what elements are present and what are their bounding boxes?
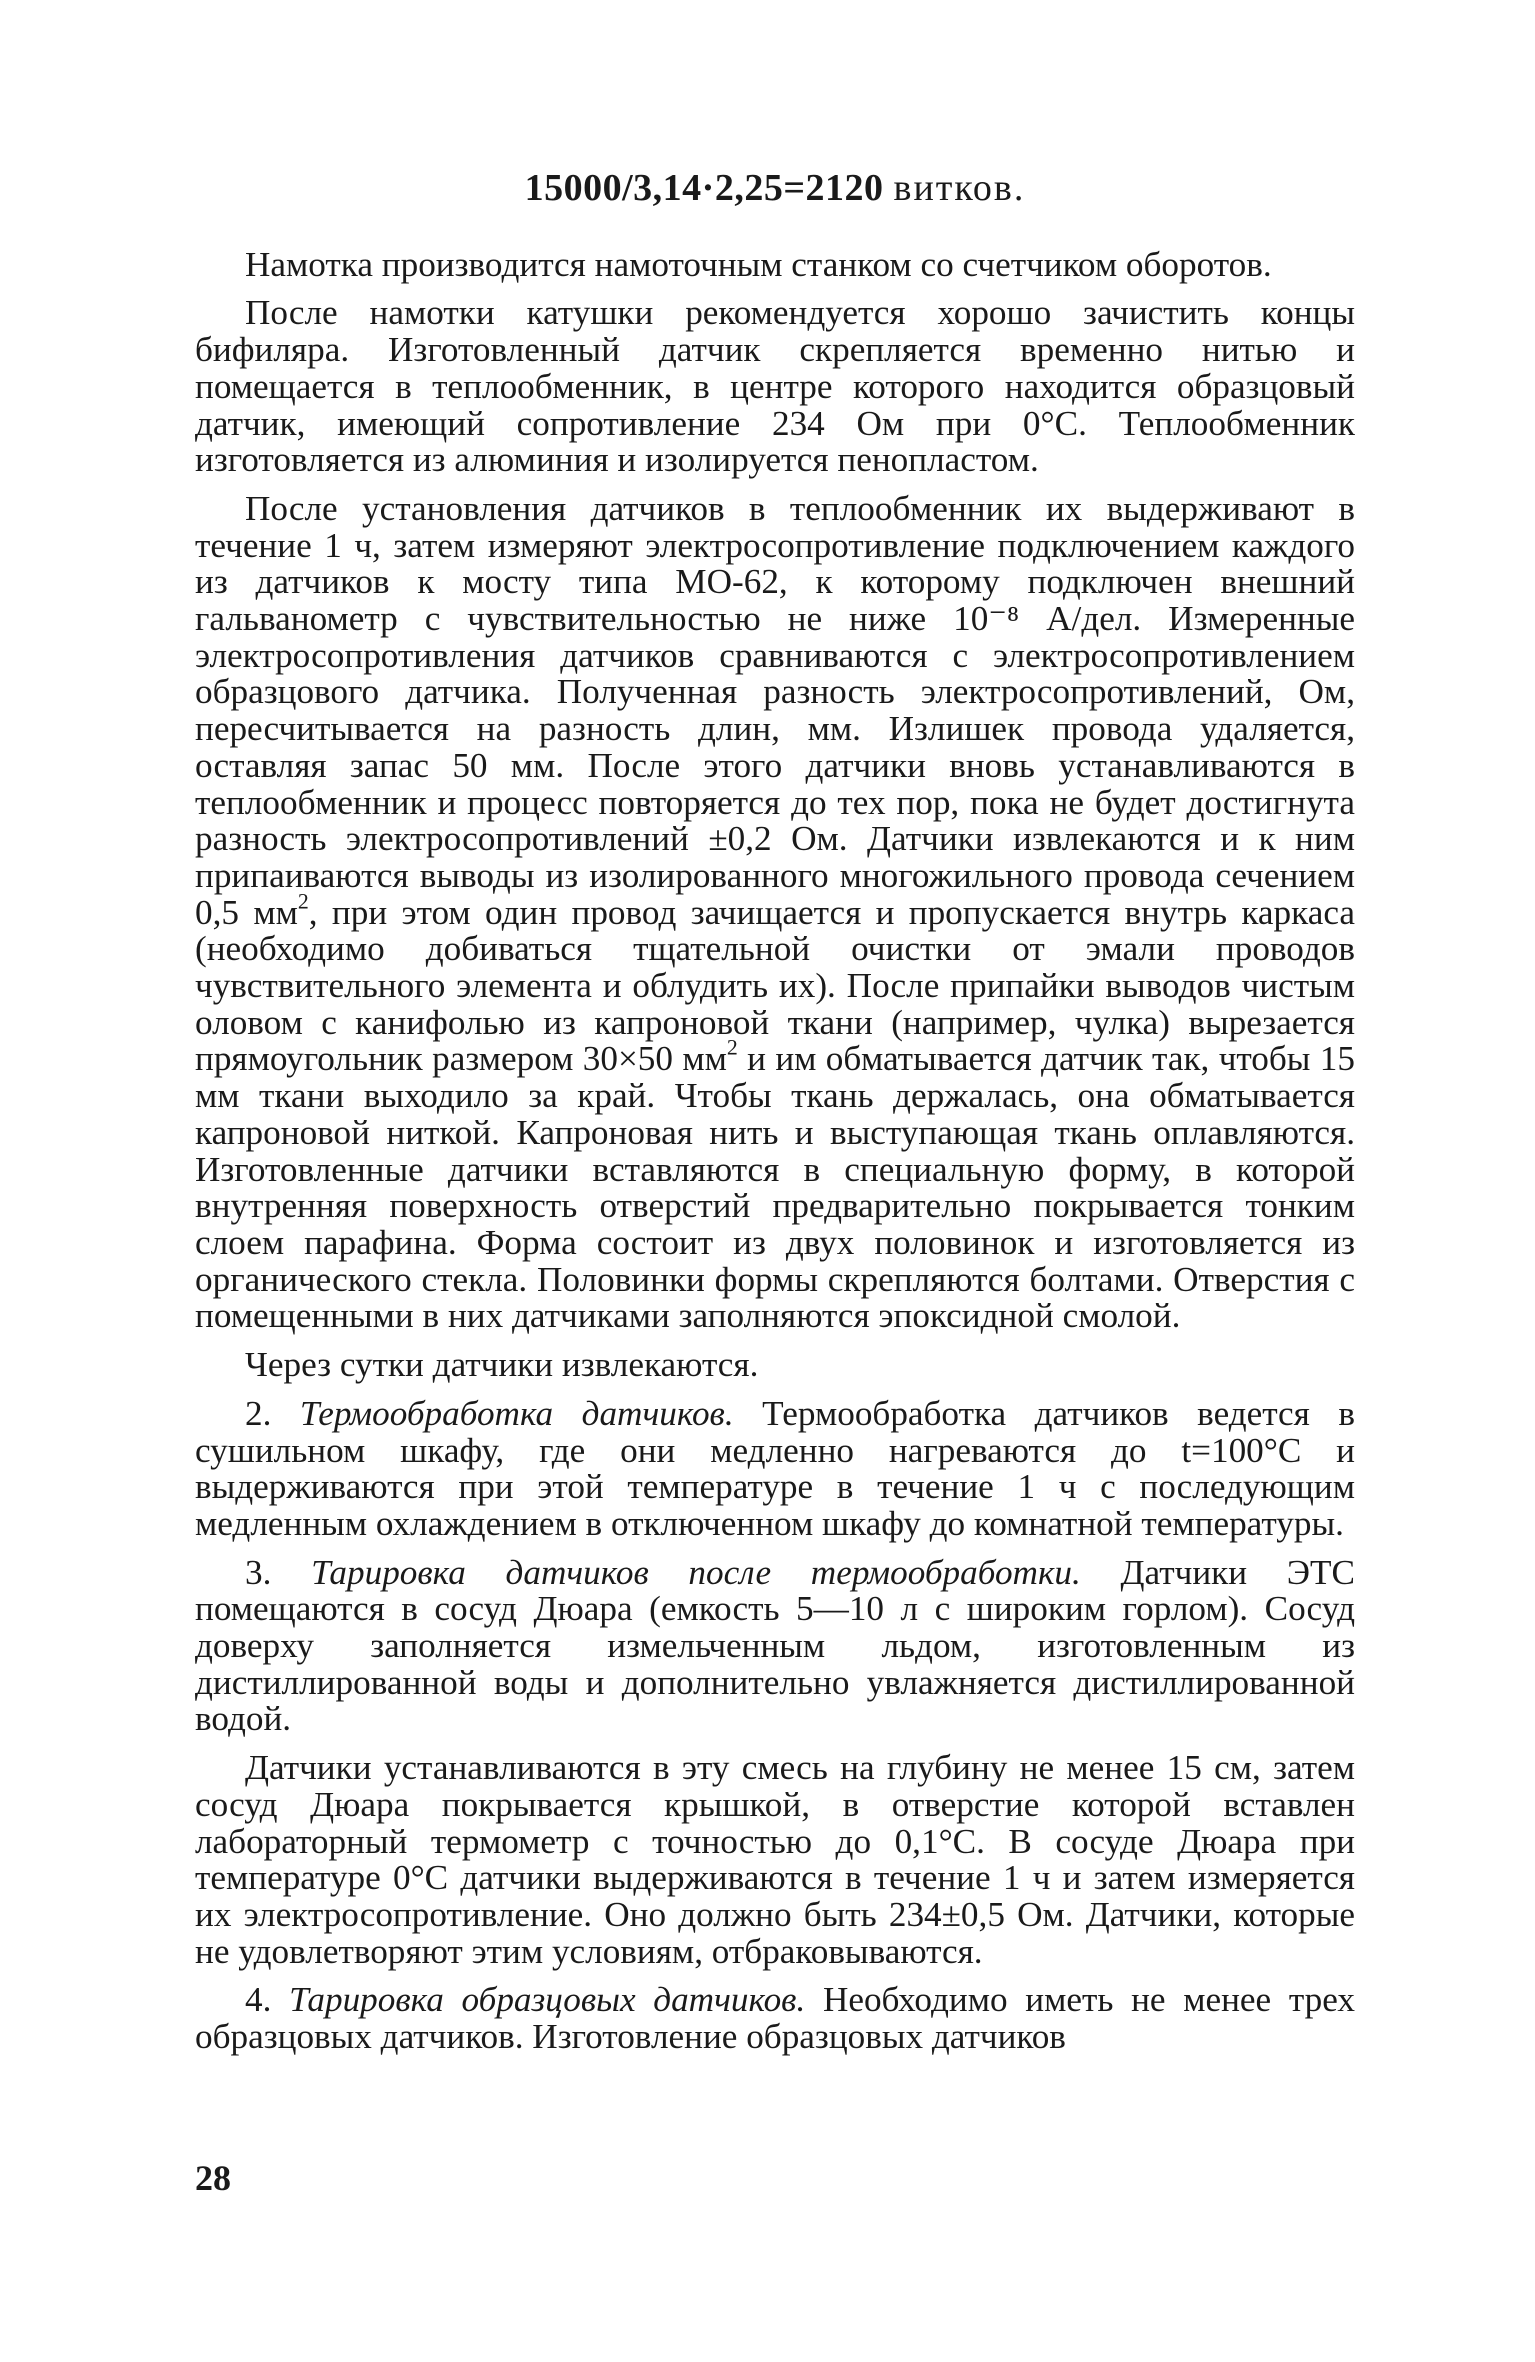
section-text: Датчики ЭТС помещаются в сосуд Дюара (емкость 5—10 л с широким горлом). Сосуд доверху заполняется измельченным льдом, изготовленным из дистиллированной воды и дополнительно увлажняется дистиллированной водой. <box>195 1552 1355 1739</box>
paragraph-winding: Намотка производится намоточным станком со счетчиком оборотов. <box>245 244 1272 284</box>
paragraph-calibration-procedure: Датчики устанавливаются в эту смесь на глубину не менее 15 см, затем сосуд Дюара покрывается крышкой, в отверстие которой вставлен лабораторный термометр с точностью до 0,1°С. В сосуде Дюара при температуре 0°С датчики выдерживаются в течение 1 ч и затем измеряется их электросопротивление. Оно должно быть 234±0,5 Ом. Датчики, которые не удовлетворяют этим условиям, отбраковываются. <box>195 1748 1355 1971</box>
page-number: 28 <box>195 2158 231 2198</box>
text-segment: и им обматывается датчик так, чтобы 15 мм ткани выходило за край. Чтобы ткань держалась, она обматывается капроновой ниткой. Капроновая нить и выступающая ткань оплавляются. Изготовленные датчики вставляются в специальную форму, в которой внутренняя поверхность отверстий предварительно покрывается тонким слоем парафина. Форма состоит из двух половинок и изготовляется из органического стекла. Половинки формы скрепляются болтами. Отверстия с помещенными в них датчиками заполняются эпоксидной смолой. <box>195 1039 1355 1336</box>
text-segment: После установления датчиков в теплообменник их выдерживают в течение 1 ч, затем измеряют электросопротивление подключением каждого из датчиков к мосту типа МО-62, к которому подключен внешний гальванометр с чувствительностью не ниже <box>195 488 1355 639</box>
document-page <box>195 167 1355 2320</box>
section-title: Тарировка датчиков после термообработки. <box>311 1552 1081 1592</box>
section-heat-treatment <box>195 1393 1355 1543</box>
paragraph-measurement <box>195 488 1355 1336</box>
section-number: 3. <box>245 1552 272 1592</box>
section-text: Термообработка датчиков ведется в сушильном шкафу, где они медленно нагреваются до t=100°С и выдерживаются при этой температуре в течение 1 ч с последующим медленным охлаждением в отключенном шкафу до комнатной температуры. <box>195 1393 1355 1543</box>
section-calibration-after <box>195 1552 1355 1739</box>
section-text: Необходимо иметь не менее трех образцовых датчиков. Изготовление образцовых датчиков <box>195 1980 1355 2057</box>
formula-line <box>195 167 1355 209</box>
paragraph-extraction: Через сутки датчики извлекаются. <box>245 1345 759 1385</box>
formula-expression: 15000/3,14·2,25=2120 <box>524 167 884 209</box>
section-number: 2. <box>245 1393 272 1433</box>
sensitivity-power: 10⁻⁸ <box>953 599 1020 639</box>
section-number: 4. <box>245 1980 272 2020</box>
text-segment: А/дел. Измеренные электросопротивления датчиков сравниваются с электросопротивлением образцового датчика. Полученная разность электросопротивлений, Ом, пересчитывается на разность длин, мм. Излишек провода удаляется, оставляя запас 50 мм. После этого датчики вновь устанавливаются в теплообменник и процесс повторяется до тех пор, пока не будет достигнута разность электросопротивлений ±0,2 Ом. Датчики извлекаются и к ним припаиваются выводы из изолированного многожильного провода сечением 0,5 мм <box>195 599 1355 932</box>
paragraph-after-winding: После намотки катушки рекомендуется хорошо зачистить концы бифиляра. Изготовленный датчик скрепляется временно нитью и помещается в теплообменник, в центре которого находится образцовый датчик, имеющий сопротивление 234 Ом при 0°С. Теплообменник изготовляется из алюминия и изолируется пенопластом. <box>195 293 1355 480</box>
section-reference-calibration <box>195 1982 1355 2055</box>
text-segment: , при этом один провод зачищается и пропускается внутрь каркаса (необходимо добиваться тщательной очистки от эмали проводов чувствительного элемента и облудить их). После припайки выводов чистым оловом с канифолью из капроновой ткани (например, чулка) вырезается прямоугольник размером 30×50 мм <box>195 892 1355 1079</box>
superscript: 2 <box>297 889 309 914</box>
formula-unit: витков. <box>893 167 1026 209</box>
section-title: Термообработка датчиков. <box>299 1393 734 1433</box>
section-title: Тарировка образцовых датчиков. <box>289 1980 806 2020</box>
superscript: 2 <box>726 1036 738 1061</box>
